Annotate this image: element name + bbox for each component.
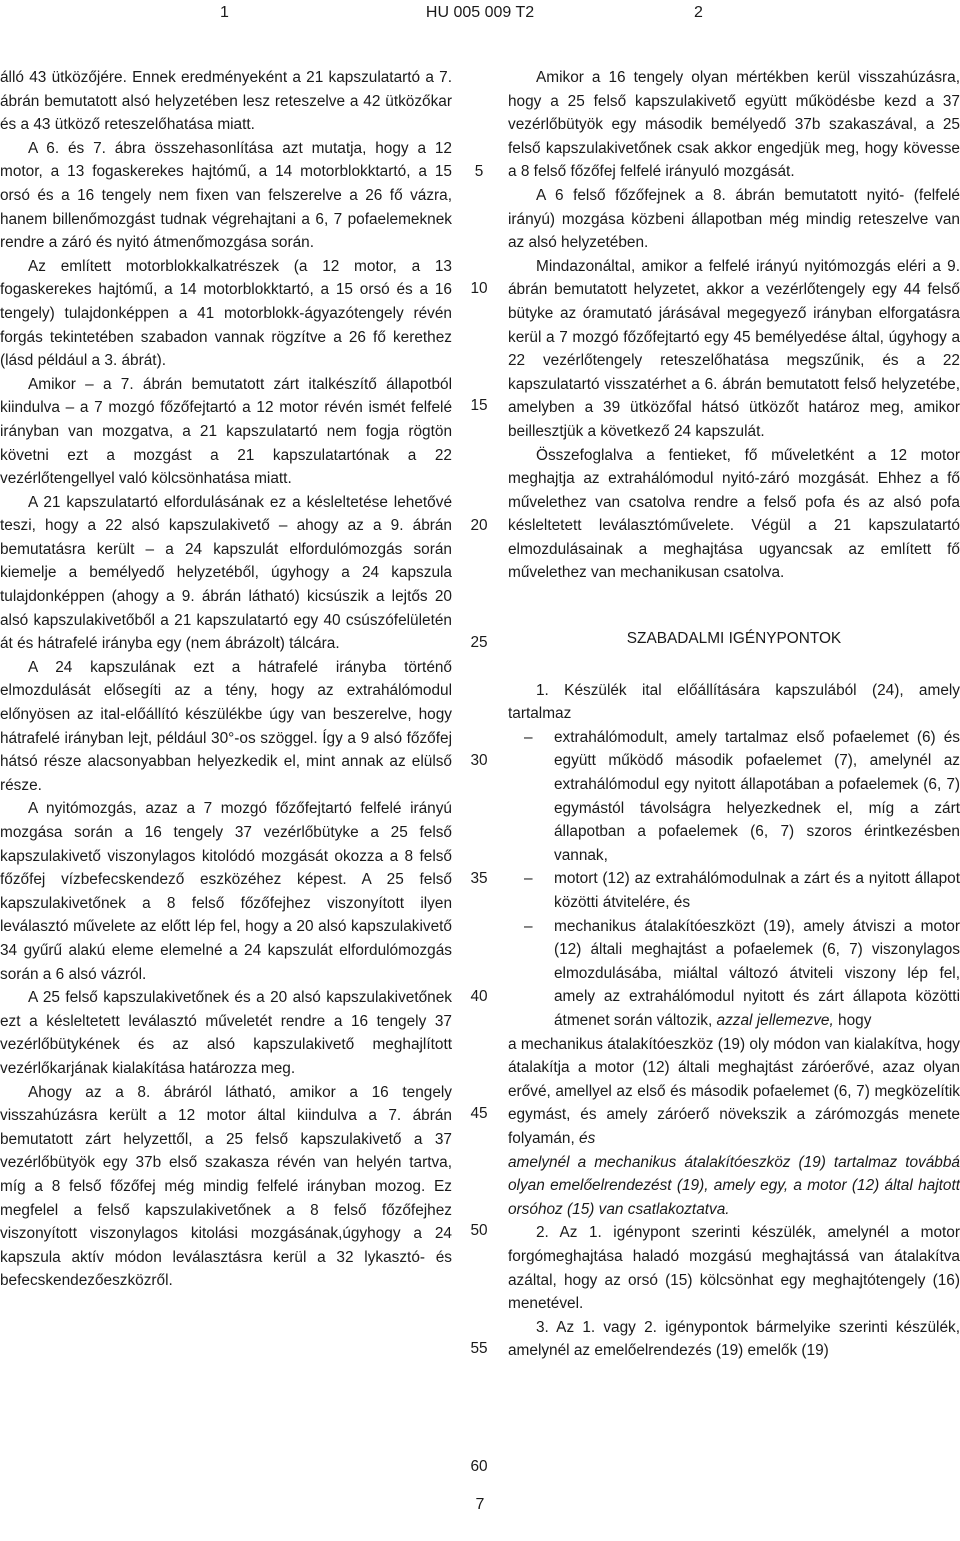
paragraph: Ahogy az a 8. ábráról látható, amikor a 16 tengely visszahúzásra került a 12 motor által kiindulva a 7. ábrán bemutatott zárt helyzettől, a 25 felső kapszulakivető a 37 vezérlőbütyök egy 37b első szakasza révén van helyén tartva, míg a 8 felső főzőfej még mindig felfelé irányban mozog. Ez megfelel a felső kapszulakivetőnek a 8 felső főzőfejhez viszonyított viszonylagos kitolási mozgásának,úgyhogy a 24 kapszula aktív módon leválasztásra kerül a 32 lykasztó- és befecskendezőeszközről. [0,1083,452,1290]
line-number: 35 [470,870,488,887]
paragraph: A 6 felső főzőfejnek a 8. ábrán bemutatott nyitó- (felfelé irányú) mozgása közbeni állapotban még mindig reteszelve van az alsó helyzetében. [508,186,960,252]
paragraph: Mindazonáltal, amikor a felfelé irányú nyitómozgás eléri a 9. ábrán bemutatott helyzetet, akkor a vezérlőtengely egy 44 felső bütyke az óramutató járásával megegyező irányban elforgatásra kerül a 7 mozgó főzőfejtartó egy 45 bemélyedése által, úgyhogy a 22 vezérlőtengely reteszelőhatása megszűnik, és a 22 kapszulatartó visszatérhet a 6. ábrán bemutatott felső helyzetébe, amelyben a 39 ütközőfal hátsó ütközőt határoz meg, amikor beillesztjük a következő 24 kapszulát. [508,257,960,440]
characterizing-phrase: azzal jellemezve, [716,1011,834,1029]
line-number: 45 [470,1105,488,1122]
paragraph [508,1033,960,1151]
paragraph: Amikor a 16 tengely olyan mértékben kerül visszahúzásra, hogy a 25 felső kapszulakivető együtt működésbe kezd a 37 vezérlőbütyök egy második bemélyedő 37b szakaszával, a 25 felső kapszulakivetőnek csak akkor engedjük meg, hogy kövesse a 8 felső főzőfej felfelé irányuló mozgását. [508,69,960,181]
claim-2: 2. Az 1. igénypont szerinti készülék, amelynél a motor forgómeghajtása haladó mozgású meghajtássá van átalakítva azáltal, hogy az orsó (15) kölcsönhat egy meghajtótengely (16) menetével. [508,1224,960,1313]
line-number: 30 [470,752,488,769]
line-number: 40 [470,988,488,1005]
page-number-footer: 7 [475,1496,485,1513]
claim-item [508,915,960,1033]
paragraph: A 6. és 7. ábra összehasonlítása azt mutatja, hogy a 12 motor, a 13 fogaskerekes hajtómű, a 14 motorblokktartó, a 15 orsó és a 16 tengely nem fixen van felszerelve a 26 fő vázra, hanem billenőmozgást tudnak végrehajtani a 6, 7 pofaelemeknek rendre a záró és nyitó átmenőmozgása során. [0,139,452,252]
line-number: 20 [470,517,488,534]
dash-bullet: – [524,728,533,746]
paragraph-text-italic: és [579,1129,596,1147]
claim-item-text: mechanikus átalakítóeszközt (19), amely átviszi a motor (12) általi meghajtást a pofaelemek (6, 7) viszonylagos elmozdulásába, miáltal változó átviteli viszony lép fel, amely az extrahálómodul nyitott és zárt állapota közötti átmenet során változik, [554,917,960,1029]
claim-item [508,726,960,868]
dash-bullet: – [524,917,533,935]
claim-1: 1. Készülék ital előállítására kapszulából (24), amely tartalmaz [508,681,960,723]
paragraph-text: a mechanikus átalakítóeszköz (19) oly módon van kialakítva, hogy átalakítja a motor (12) általi meghajtást záróerővé, azaz olyan erővé, amellyel az első és második pofaelemet (6, 7) megközelítik egymást, és amely záróerő növekszik a zárómozgás menete folyamán, [508,1035,960,1147]
line-number: 50 [470,1222,488,1239]
dash-bullet: – [524,870,533,888]
paragraph-italic: amelynél a mechanikus átalakítóeszköz (19) tartalmaz továbbá olyan emelőelrendezést (19), amely egy, a motor (12) által hajtott orsóhoz (15) van csatlakoztatva. [508,1153,960,1218]
line-number: 55 [470,1340,488,1357]
header-page-right: 2 [694,4,703,21]
line-number: 60 [470,1458,488,1475]
paragraph: Az említett motorblokkalkatrészek (a 12 motor, a 13 fogaskerekes hajtómű, a 14 motorblokktartó, a 15 orsó és a 16 tengely) tulajdonképpen a 41 motorblokk-ágyazótengely révén forgás tekintetében szabadon vannak rögzítve a 26 fő kerethez (lásd például a 3. ábrát). [0,257,452,370]
claim-item-text: motort (12) az extrahálómodulnak a zárt és a nyitott állapot közötti átvitelére, és [554,870,960,911]
header-title: HU 005 009 T2 [425,4,535,21]
line-number: 5 [474,163,484,180]
line-number: 10 [470,280,488,297]
left-column [0,66,452,1293]
claim-item-text: extrahálómodult, amely tartalmaz első pofaelemet (6) és együtt működő második pofaelemet (7), amelynél az extrahálómodul egy nyitott állapotában a pofaelemek (6, 7) egymástól távolságra helyezkednek el, míg a zárt állapotban a pofaelemek (6, 7) szoros érintkezésben vannak, [554,728,960,864]
paragraph: A nyitómozgás, azaz a 7 mozgó főzőfejtartó felfelé irányú mozgása során a 16 tengely 37 vezérlőbütyke a 25 felső kapszulakivető viszonylagos kitolódó mozgását okozza a 8 felső főzőfej vízbefecskendező eszközéhez képest. A 25 felső kapszulakivetőnek a 8 felső főzőfejhez viszonyított ilyen leválasztó művelete az előtt lép fel, hogy a 20 alsó kapszulakivető 34 gyűrű alakú eleme elemelné a 24 kapszulát elfordulómozgás során a 6 alsó vázról. [0,800,452,983]
claim-item-text: hogy [838,1011,872,1029]
line-number: 15 [470,397,488,414]
header-page-left: 1 [220,4,229,21]
line-number: 25 [470,634,488,651]
paragraph: A 21 kapszulatartó elfordulásának ez a késleltetése lehetővé teszi, hogy a 22 alsó kapszulakivető – ahogy az a 9. ábrán bemutatásra került – a 24 kapszulát elfordulómozgás során kiemelje a bemélyedő helyzetéből, úgyhogy a 24 kapszula tulajdonképpen (ahogy a 9. ábrán látható) kicsúszik a lejtős 20 alsó kapszulakivetőből a 21 kapszulatartó egy 40 csúszófelületén át és hátrafelé irányba egy (nem ábrázolt) tálcára. [0,493,452,653]
paragraph: álló 43 ütközőjére. Ennek eredményeként a 21 kapszulatartó a 7. ábrán bemutatott alsó helyzetében lesz reteszelve a 42 ütközőkar és a 43 ütköző reteszelőhatása miatt. [0,69,452,134]
paragraph: A 24 kapszulának ezt a hátrafelé irányba történő elmozdulását elősegíti az a tény, hogy az extrahálómodul előnyösen az ital-előállító készülékbe úgy van beszerelve, hogy hátrafelé irányban lejt, például 30°-os szöggel. Így a 9 alsó főzőfej hátsó része alacsonyabban helyezkedik el, mint annak az elülső része. [0,658,452,794]
paragraph: Amikor – a 7. ábrán bemutatott zárt italkészítő állapotból kiindulva – a 7 mozgó főzőfejtartó a 12 motor révén ismét felfelé irányban van mozgatva, a 21 kapszulatartó nem fogja rögtön követni ezt a mozgást a 21 kapszulatartónak a 22 vezérlőtengellyel való kölcsönhatása miatt. [0,375,452,488]
claim-3: 3. Az 1. vagy 2. igénypontok bármelyike szerinti készülék, amelynél az emelőelrendezés (19) emelők (19) [508,1318,960,1360]
paragraph: Összefoglalva a fentieket, fő műveletként a 12 motor meghajtja az extrahálómodul nyitó-záró mozgását. Ehhez a fő művelethez van csatolva rendre a felső pofa és az alsó pofa késleltetett leválasztóművelete. Végül a 21 kapszulatartó elmozdulásainak a meghajtása ugyancsak az említett fő művelethez van mechanikusan csatolva. [508,446,960,582]
paragraph: A 25 felső kapszulakivetőnek és a 20 alsó kapszulakivetőnek ezt a késleltetett leválasztó műveletét rendre a 16 tengely 37 vezérlőbütykének és az alsó kapszulakivető meghajlított vezérlőkarjának kialakítása határozza meg. [0,989,452,1077]
right-column [508,66,960,1363]
claims-heading: SZABADALMI IGÉNYPONTOK [626,630,842,648]
claim-item [508,867,960,914]
